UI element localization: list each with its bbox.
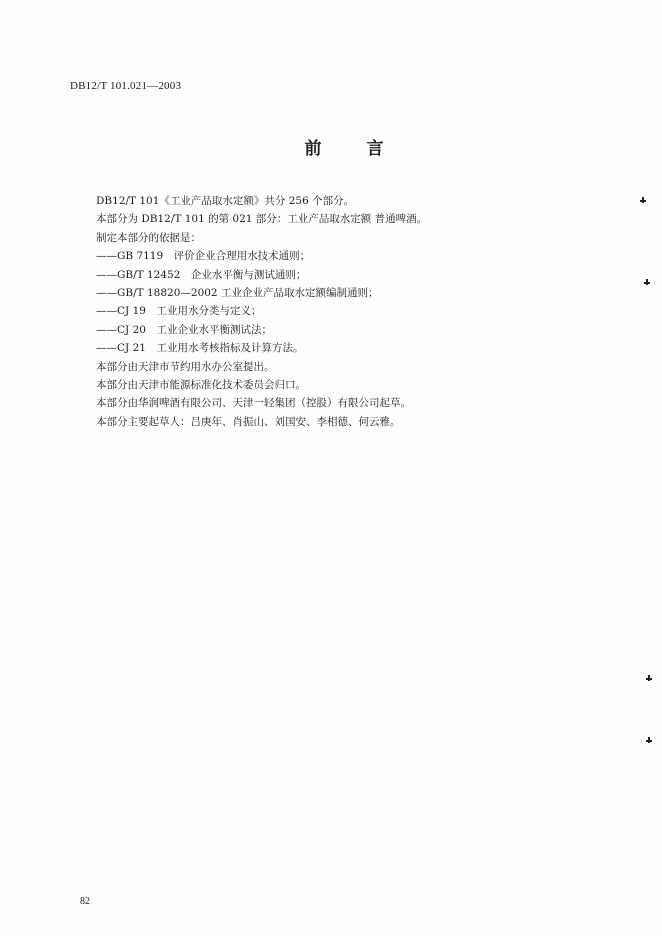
scan-mark	[644, 282, 650, 284]
paragraph-drafting-units: 本部分由华润啤酒有限公司、天津一轻集团（控股）有限公司起草。	[96, 397, 411, 410]
paragraph-drafters: 本部分主要起草人：吕庚年、肖振山、刘国安、李相德、何云雅。	[96, 415, 401, 428]
reference-item: ——GB/T 18820—2002 工业企业产品取水定额编制通则；	[96, 286, 379, 299]
paragraph-part: 本部分为 DB12/T 101 的第 021 部分：工业产品取水定额 普通啤酒。	[96, 213, 428, 226]
page-title: 前 言	[304, 139, 398, 159]
reference-item: ——CJ 21 工业用水考核指标及计算方法。	[96, 342, 304, 355]
page-number: 82	[80, 896, 90, 907]
standard-code: DB12/T 101.021—2003	[70, 80, 182, 92]
reference-item: ——GB/T 12452 企业水平衡与测试通则；	[96, 268, 307, 281]
scan-mark	[646, 740, 652, 742]
paragraph-proposer: 本部分由天津市节约用水办公室提出。	[96, 360, 275, 373]
reference-item: ——GB 7119 评价企业合理用水技术通则；	[96, 250, 311, 263]
reference-item: ——CJ 20 工业企业水平衡测试法；	[96, 323, 272, 336]
foreword-body	[96, 192, 596, 431]
reference-item: ——CJ 19 工业用水分类与定义；	[96, 305, 262, 318]
scan-mark	[640, 200, 646, 202]
paragraph-basis: 制定本部分的依据是：	[96, 231, 201, 244]
paragraph-committee: 本部分由天津市能源标准化技术委员会归口。	[96, 378, 306, 391]
paragraph-scope: DB12/T 101《工业产品取水定额》共分 256 个部分。	[96, 195, 355, 207]
scan-mark	[646, 678, 652, 680]
